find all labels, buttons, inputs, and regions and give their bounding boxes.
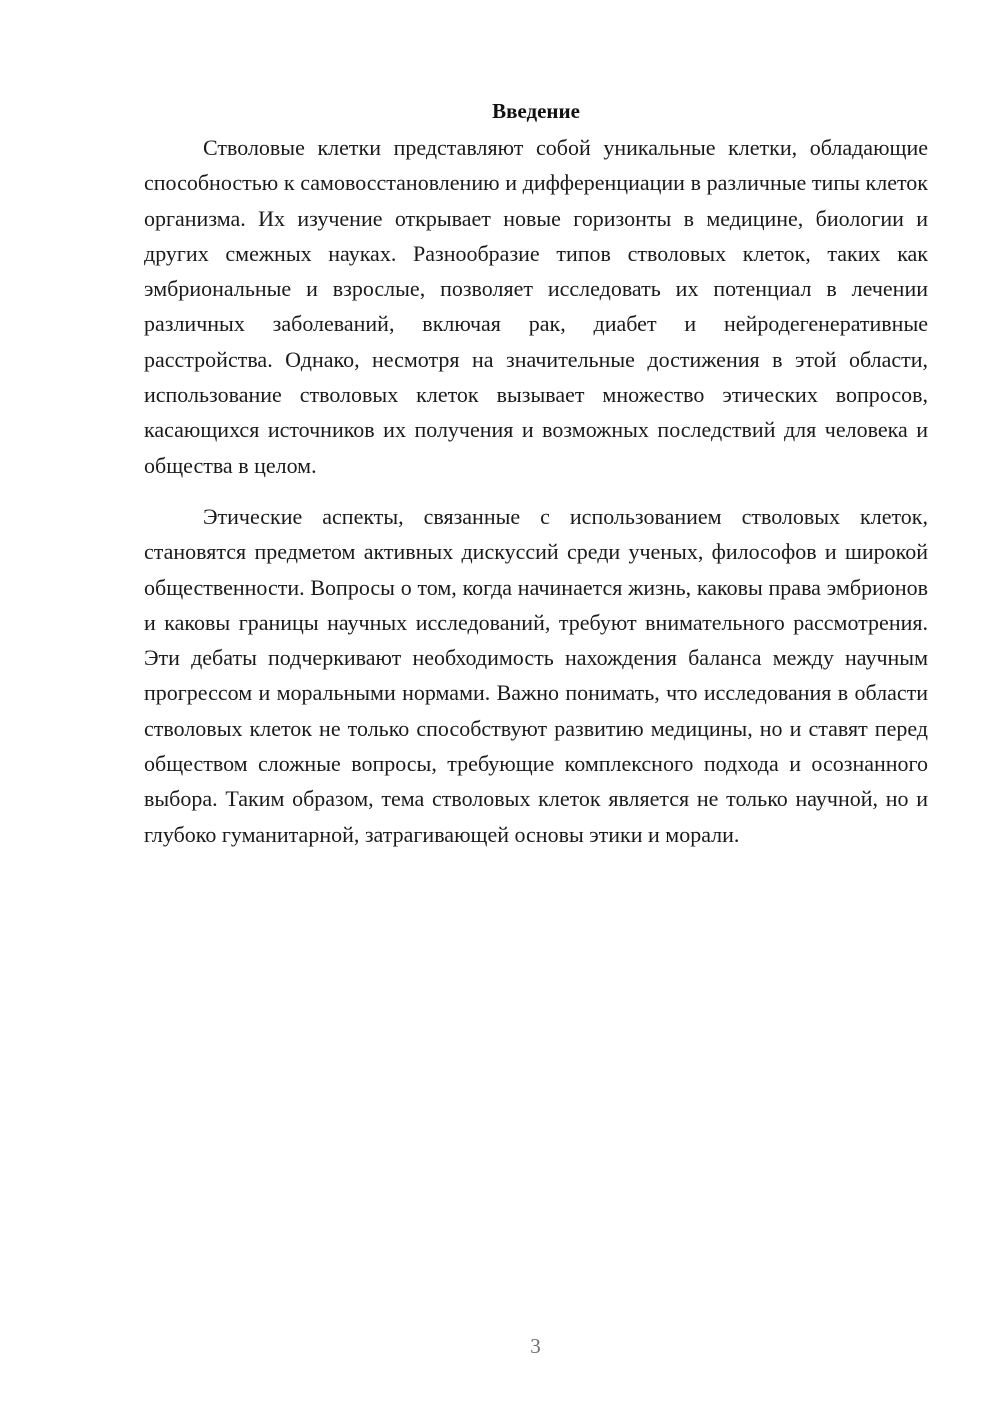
page-number: 3 (530, 1334, 541, 1358)
paragraph: Стволовые клетки представляют собой уникальные клетки, обладающие способностью к самовосстановлению и дифференциации в различные типы клеток организма. Их изучение открывает новые горизонты в медицине, биологии и других смежных науках. Разнообразие типов стволовых клеток, таких как эмбриональные и взрослые, позволяет исследовать их потенциал в лечении различных заболеваний, включая рак, диабет и нейродегенеративные расстройства. Однако, несмотря на значительные достижения в этой области, использование стволовых клеток вызывает множество этических вопросов, касающихся источников их получения и возможных последствий для человека и общества в целом. (144, 135, 928, 478)
paragraph: Этические аспекты, связанные с использованием стволовых клеток, становятся предметом активных дискуссий среди ученых, философов и широкой общественности. Вопросы о том, когда начинается жизнь, каковы права эмбрионов и каковы границы научных исследований, требуют внимательного рассмотрения. Эти дебаты подчеркивают необходимость нахождения баланса между научным прогрессом и моральными нормами. Важно понимать, что исследования в области стволовых клеток не только способствуют развитию медицины, но и ставят перед обществом сложные вопросы, требующие комплексного подхода и осознанного выбора. Таким образом, тема стволовых клеток является не только научной, но и глубоко гуманитарной, затрагивающей основы этики и морали. (144, 503, 928, 847)
page-body (144, 94, 928, 852)
section-title: Введение (492, 99, 580, 123)
